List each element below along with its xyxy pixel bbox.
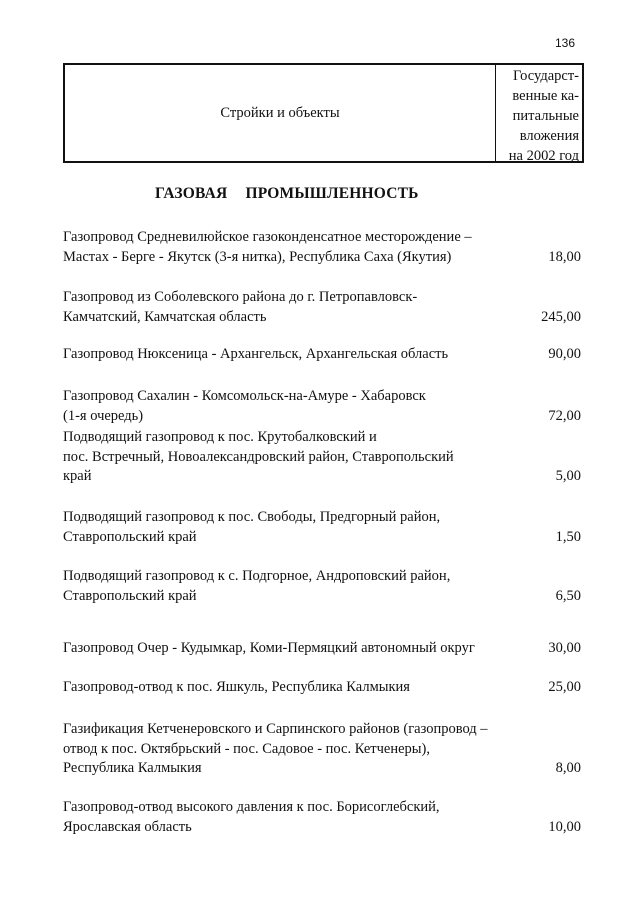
entry-value: 5,00: [555, 468, 581, 484]
list-item: [63, 428, 584, 487]
list-item: [63, 639, 584, 659]
entry-name: Подводящий газопровод к пос. Свободы, Предгорный район, Ставропольский край: [63, 509, 441, 545]
entry-name: Газопровод Сахалин - Комсомольск-на-Амуре - Хабаровск (1-я очередь): [63, 388, 426, 424]
list-item: [63, 345, 584, 365]
entry-name: Подводящий газопровод к с. Подгорное, Андроповский район, Ставропольский край: [63, 568, 451, 604]
entry-value: 25,00: [548, 679, 581, 695]
entry-value: 72,00: [548, 407, 581, 424]
entry-name: Газопровод-отвод высокого давления к пос. Борисоглебский, Ярославская область: [63, 799, 440, 835]
list-item: [63, 228, 584, 267]
entry-value: 1,50: [555, 528, 581, 545]
entry-value: 245,00: [541, 308, 581, 325]
list-item: [63, 798, 584, 837]
entry-value: 6,50: [555, 587, 581, 604]
list-item: [63, 720, 584, 779]
table-header: [63, 63, 584, 163]
list-item: [63, 678, 584, 698]
entry-value: 30,00: [548, 640, 581, 656]
entry-name: Газопровод Средневилюйское газоконденсатное месторождение – Мастах - Берге - Якутск (3-я нитка), Республика Саха (Якутия): [63, 229, 472, 265]
entry-name: Газопровод Нюксеница - Архангельск, Архангельская область: [63, 346, 449, 362]
header-investment-label: Государст- венные ка- питальные вложения на 2002 год: [508, 68, 579, 164]
header-objects-column: [65, 65, 496, 161]
entry-value: 10,00: [548, 818, 581, 835]
entry-value: 8,00: [555, 760, 581, 776]
page-number: 136: [555, 36, 576, 50]
list-item: [63, 508, 584, 547]
entry-name: Газификация Кетченеровского и Сарпинского районов (газопровод – отвод к пос. Октябрьский - пос. Садовое - пос. Кетченеры), Республика Калмыкия: [63, 721, 488, 776]
entry-name: Газопровод из Соболевского района до г. Петропавловск- Камчатский, Камчатская область: [63, 289, 418, 325]
section-title: ГАЗОВАЯ ПРОМЫШЛЕННОСТЬ: [155, 185, 419, 202]
list-item: [63, 387, 584, 426]
entry-value: 90,00: [548, 346, 581, 362]
list-item: [63, 567, 584, 606]
header-investment-column: [496, 65, 582, 164]
header-objects-label: Стройки и объекты: [220, 104, 340, 121]
entry-name: Газопровод Очер - Кудымкар, Коми-Пермяцкий автономный округ: [63, 640, 475, 656]
entry-value: 18,00: [548, 248, 581, 265]
list-item: [63, 288, 584, 327]
entry-name: Подводящий газопровод к пос. Крутобалковский и пос. Встречный, Новоалександровский район, Ставропольский край: [63, 429, 454, 484]
entry-name: Газопровод-отвод к пос. Яшкуль, Республика Калмыкия: [63, 679, 410, 695]
